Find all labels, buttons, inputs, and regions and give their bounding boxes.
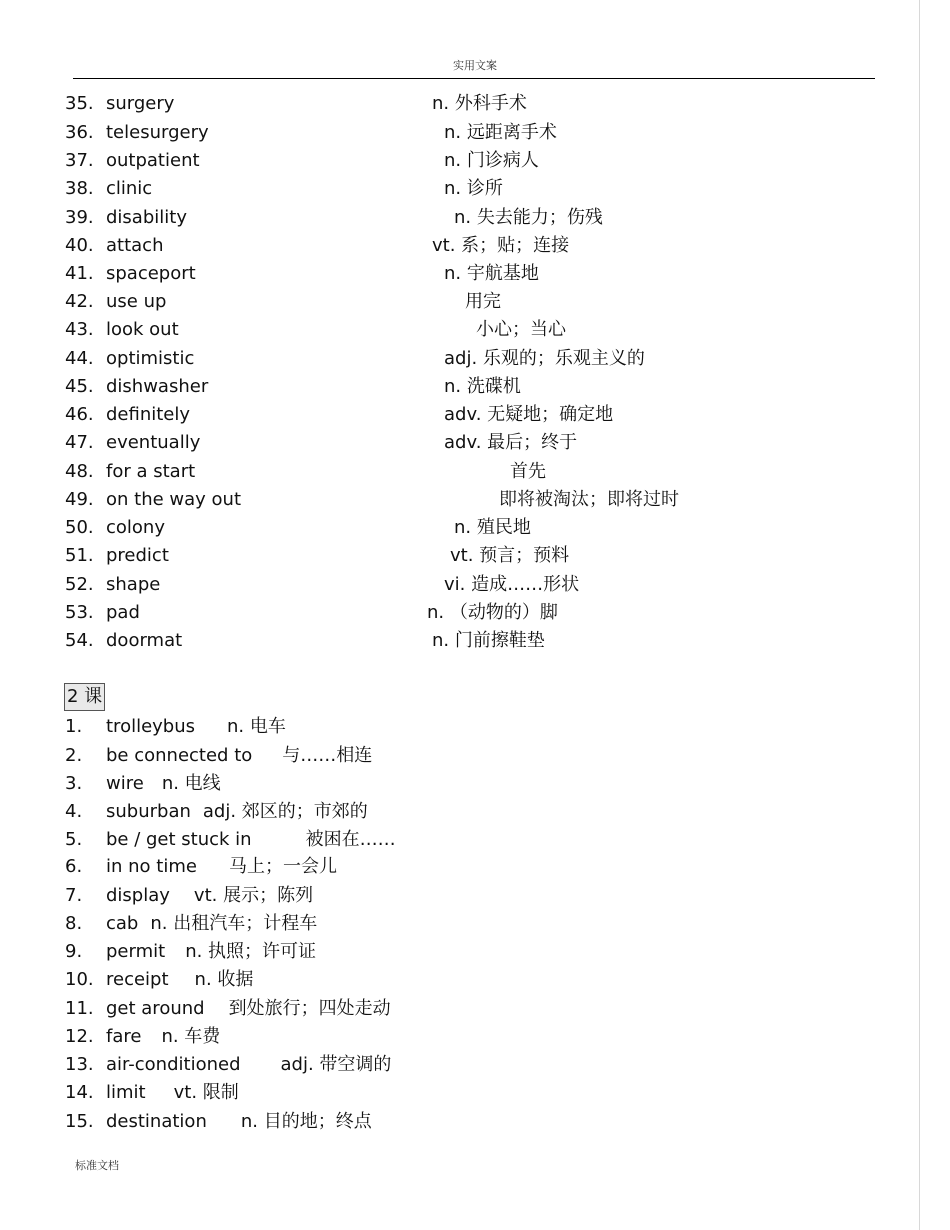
item-word: display vt. 展示；陈列 — [106, 885, 314, 906]
item-number: 35. — [65, 93, 94, 114]
vocab-row — [0, 713, 919, 741]
item-word: trolleybus n. 电车 — [106, 716, 286, 737]
item-definition: n. （动物的）脚 — [427, 602, 558, 623]
item-word: receipt n. 收据 — [106, 969, 254, 990]
item-definition: n. 电车 — [227, 716, 286, 737]
item-word: dishwasher — [106, 376, 209, 397]
item-definition: n. 收据 — [194, 969, 254, 990]
item-number: 14. — [65, 1082, 94, 1103]
vocab-row — [0, 770, 919, 798]
item-number: 6. — [65, 856, 83, 877]
item-definition: 小心；当心 — [476, 319, 566, 340]
vocab-row — [0, 1079, 919, 1107]
item-number: 13. — [65, 1054, 94, 1075]
item-word: telesurgery — [106, 122, 209, 143]
vocab-row — [0, 1108, 919, 1136]
item-definition: n. 执照；许可证 — [185, 941, 317, 962]
item-word: be / get stuck in 被困在…… — [106, 829, 396, 850]
item-number: 44. — [65, 348, 94, 369]
item-definition: n. 电线 — [161, 773, 221, 794]
item-number: 48. — [65, 461, 94, 482]
item-word: disability — [106, 207, 187, 228]
item-word: destination n. 目的地；终点 — [106, 1111, 372, 1132]
item-number: 4. — [65, 801, 83, 822]
page-header: 实用文案 — [453, 59, 497, 72]
item-definition: 用完 — [465, 291, 501, 312]
item-definition: vt. 预言；预料 — [450, 545, 570, 566]
item-definition: 马上；一会儿 — [228, 856, 337, 877]
item-word: look out — [106, 319, 179, 340]
item-definition: n. 殖民地 — [454, 517, 531, 538]
item-definition: adj. 郊区的；市郊的 — [202, 801, 368, 822]
lesson-heading: 2 课 — [64, 683, 105, 711]
item-number: 12. — [65, 1026, 94, 1047]
item-word: attach — [106, 235, 164, 256]
item-definition: n. 车费 — [161, 1026, 221, 1047]
item-definition: n. 诊所 — [444, 178, 503, 199]
item-number: 8. — [65, 913, 83, 934]
item-word: definitely — [106, 404, 191, 425]
item-word: outpatient — [106, 150, 200, 171]
item-definition: n. 失去能力；伤残 — [454, 207, 603, 228]
item-number: 47. — [65, 432, 94, 453]
item-number: 40. — [65, 235, 94, 256]
item-word: in no time 马上；一会儿 — [106, 856, 337, 877]
item-word: predict — [106, 545, 169, 566]
item-number: 42. — [65, 291, 94, 312]
item-word: suburban adj. 郊区的；市郊的 — [106, 801, 368, 822]
item-word: be connected to 与……相连 — [106, 745, 373, 766]
item-definition: n. 洗碟机 — [444, 376, 521, 397]
item-definition: 首先 — [510, 461, 546, 482]
item-definition: vt. 系；贴；连接 — [432, 235, 570, 256]
item-definition: adj. 乐观的；乐观主义的 — [444, 348, 645, 369]
item-definition: n. 外科手术 — [432, 93, 527, 114]
item-definition: n. 目的地；终点 — [240, 1111, 372, 1132]
item-number: 1. — [65, 716, 83, 737]
item-word: doormat — [106, 630, 183, 651]
item-definition: 到处旅行；四处走动 — [228, 998, 391, 1019]
item-number: 50. — [65, 517, 94, 538]
item-word: colony — [106, 517, 165, 538]
item-number: 52. — [65, 574, 94, 595]
item-number: 49. — [65, 489, 94, 510]
item-word: pad — [106, 602, 140, 623]
item-definition: adv. 最后；终于 — [444, 432, 578, 453]
vocab-row — [0, 938, 919, 966]
item-number: 3. — [65, 773, 83, 794]
vocab-row — [0, 1023, 919, 1051]
item-number: 2. — [65, 745, 83, 766]
item-word: optimistic — [106, 348, 195, 369]
item-number: 36. — [65, 122, 94, 143]
vocab-row — [0, 853, 919, 881]
item-definition: vi. 造成……形状 — [444, 574, 580, 595]
vocab-row — [0, 910, 919, 938]
item-word: get around 到处旅行；四处走动 — [106, 998, 391, 1019]
item-definition: vt. 展示；陈列 — [193, 885, 314, 906]
vocab-row — [0, 1051, 919, 1079]
item-number: 54. — [65, 630, 94, 651]
item-number: 9. — [65, 941, 83, 962]
item-word: eventually — [106, 432, 201, 453]
item-number: 11. — [65, 998, 94, 1019]
item-definition: adj. 带空调的 — [280, 1054, 392, 1075]
item-number: 37. — [65, 150, 94, 171]
item-number: 46. — [65, 404, 94, 425]
item-word: for a start — [106, 461, 196, 482]
item-definition: n. 宇航基地 — [444, 263, 539, 284]
vocab-row — [0, 966, 919, 994]
vocab-row — [0, 826, 919, 854]
item-word: clinic — [106, 178, 153, 199]
item-definition: 被困在…… — [305, 829, 396, 850]
item-word: limit vt. 限制 — [106, 1082, 239, 1103]
vocab-row — [0, 742, 919, 770]
vocab-row — [0, 798, 919, 826]
item-word: fare n. 车费 — [106, 1026, 221, 1047]
vocab-row — [0, 995, 919, 1023]
item-definition: n. 出租汽车；计程车 — [150, 913, 318, 934]
item-definition: 与……相连 — [282, 745, 373, 766]
item-number: 7. — [65, 885, 83, 906]
item-number: 5. — [65, 829, 83, 850]
item-definition: 即将被淘汰；即将过时 — [499, 489, 679, 510]
item-number: 15. — [65, 1111, 94, 1132]
item-definition: n. 远距离手术 — [444, 122, 557, 143]
item-definition: n. 门诊病人 — [444, 150, 539, 171]
item-number: 10. — [65, 969, 94, 990]
item-word: permit n. 执照；许可证 — [106, 941, 317, 962]
item-definition: vt. 限制 — [173, 1082, 239, 1103]
vocab-row — [0, 882, 919, 910]
item-number: 41. — [65, 263, 94, 284]
item-definition: adv. 无疑地；确定地 — [444, 404, 614, 425]
item-definition: n. 门前擦鞋垫 — [432, 630, 545, 651]
item-word: use up — [106, 291, 167, 312]
item-word: air-conditioned adj. 带空调的 — [106, 1054, 392, 1075]
item-number: 45. — [65, 376, 94, 397]
item-number: 53. — [65, 602, 94, 623]
item-word: wire n. 电线 — [106, 773, 221, 794]
item-number: 38. — [65, 178, 94, 199]
page-footer: 标准文档 — [75, 1159, 119, 1172]
item-number: 51. — [65, 545, 94, 566]
item-word: shape — [106, 574, 161, 595]
item-word: on the way out — [106, 489, 242, 510]
item-number: 39. — [65, 207, 94, 228]
item-number: 43. — [65, 319, 94, 340]
item-word: surgery — [106, 93, 175, 114]
item-word: cab n. 出租汽车；计程车 — [106, 913, 318, 934]
item-word: spaceport — [106, 263, 196, 284]
